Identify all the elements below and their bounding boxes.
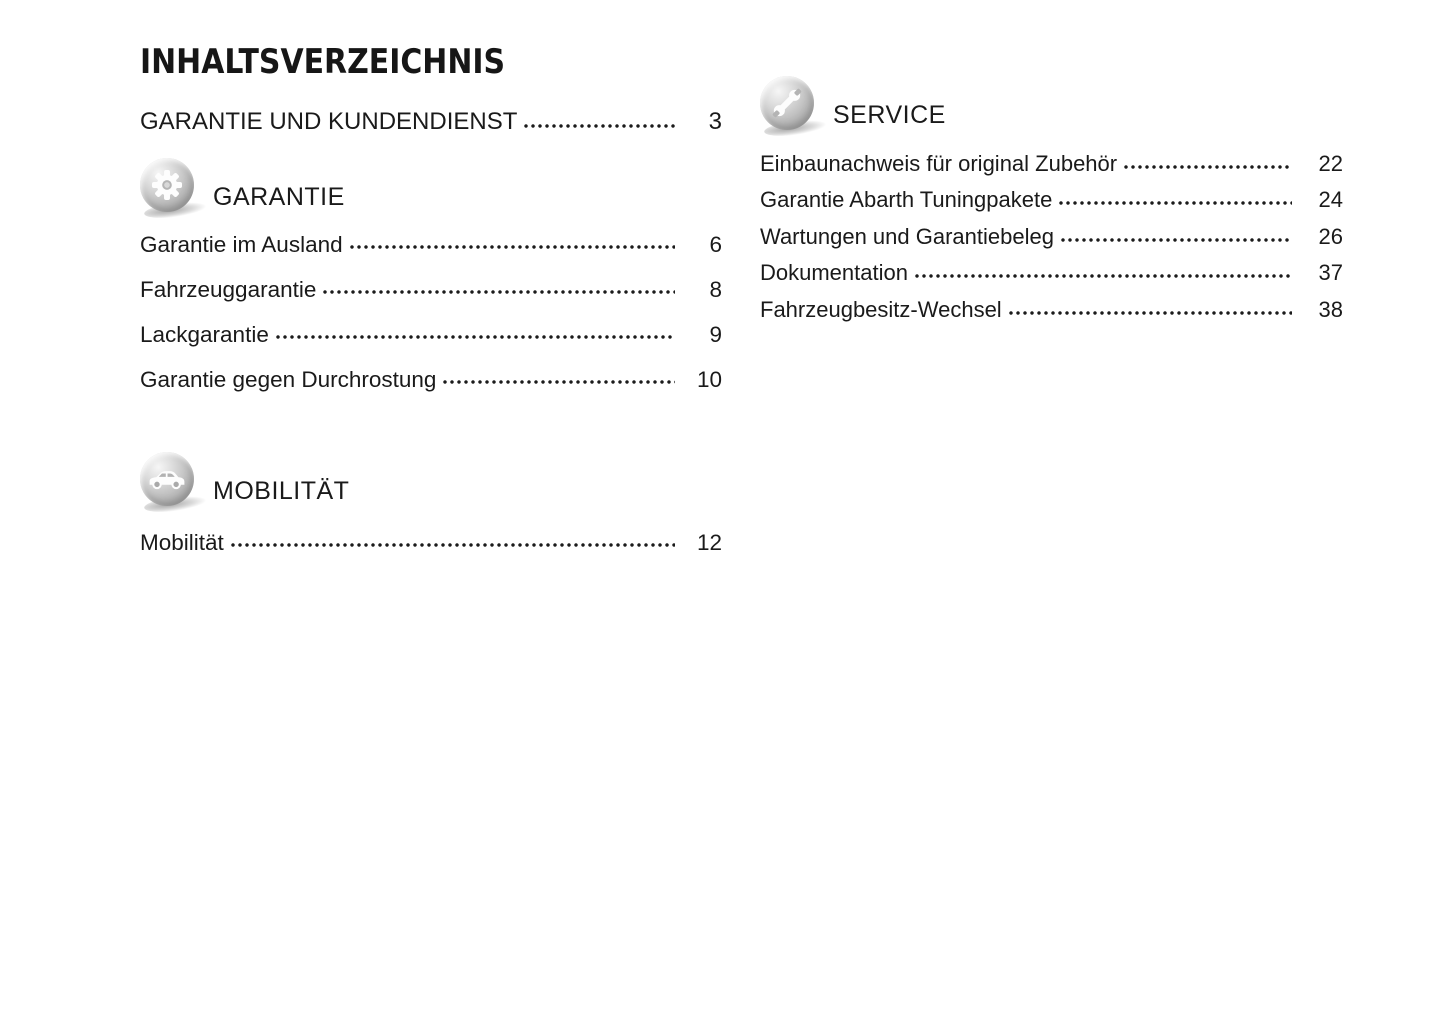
section-header-service (760, 76, 1343, 132)
toc-entry-mobilitaet (140, 518, 722, 563)
toc-entry-garantie-und-kundendienst (140, 96, 722, 140)
toc-entry-page: 10 (696, 367, 722, 393)
car-icon-wrap (140, 452, 194, 506)
toc-entry-lackgarantie (140, 310, 722, 355)
wrench-icon-wrap (760, 76, 814, 130)
section-title: GARANTIE (213, 183, 345, 211)
toc-entry-label: Fahrzeuggarantie (140, 277, 317, 303)
service-entries (760, 144, 1343, 327)
toc-entry-einbaunachweis (760, 144, 1343, 181)
toc-entry-label: Mobilität (140, 530, 224, 556)
toc-entry-label: Einbaunachweis für original Zubehör (760, 150, 1118, 176)
dot-leader (524, 96, 682, 134)
wrench-icon (760, 76, 814, 130)
gear-icon (140, 158, 194, 212)
toc-entry-label: Garantie gegen Durchrostung (140, 367, 437, 393)
toc-entry-page: 37 (1318, 260, 1343, 286)
dot-leader (231, 518, 682, 555)
toc-entry-label: Fahrzeugbesitz-Wechsel (760, 296, 1002, 322)
right-column (760, 76, 1343, 327)
garantie-entries (140, 220, 722, 400)
dot-leader (276, 310, 682, 347)
toc-entry-garantie-gegen-durchrostung (140, 355, 722, 400)
toc-entry-garantie-im-ausland (140, 220, 722, 265)
car-icon (140, 452, 194, 506)
toc-entry-garantie-abarth-tuningpakete (760, 181, 1343, 218)
dot-leader (350, 220, 682, 257)
section-header-garantie (140, 158, 722, 214)
toc-entry-page: 9 (709, 322, 722, 348)
toc-entry-label: Lackgarantie (140, 322, 269, 348)
toc-entry-label: Dokumentation (760, 260, 908, 286)
section-title: MOBILITÄT (213, 477, 350, 505)
toc-entry-fahrzeugbesitz-wechsel (760, 290, 1343, 327)
toc-entry-label: Garantie Abarth Tuningpakete (760, 187, 1053, 213)
toc-entry-label: GARANTIE UND KUNDENDIENST (140, 107, 518, 135)
gear-icon-wrap (140, 158, 194, 212)
toc-entry-label: Garantie im Ausland (140, 232, 343, 258)
toc-entry-page: 24 (1318, 187, 1343, 213)
toc-entry-page: 38 (1318, 296, 1343, 322)
toc-entry-page: 3 (708, 107, 722, 135)
dot-leader (323, 265, 682, 302)
toc-entry-page: 8 (709, 277, 722, 303)
toc-entry-page: 6 (709, 232, 722, 258)
toc-entry-dokumentation (760, 254, 1343, 291)
dot-leader (1059, 181, 1299, 212)
mobilitaet-entries (140, 518, 722, 563)
toc-entry-page: 22 (1318, 150, 1343, 176)
section-title: SERVICE (833, 101, 946, 129)
section-header-mobilitaet (140, 452, 722, 508)
dot-leader (1061, 217, 1299, 248)
dot-leader (1009, 290, 1299, 321)
toc-entry-label: Wartungen und Garantiebeleg (760, 223, 1054, 249)
page-title: INHALTSVERZEICHNIS (140, 42, 506, 82)
toc-entry-page: 26 (1318, 223, 1343, 249)
dot-leader (915, 254, 1299, 285)
dot-leader (443, 355, 682, 392)
toc-entry-page: 12 (696, 530, 722, 556)
toc-entry-wartungen-und-garantiebeleg (760, 217, 1343, 254)
toc-entry-fahrzeuggarantie (140, 265, 722, 310)
dot-leader (1124, 144, 1299, 175)
left-column (140, 36, 722, 563)
